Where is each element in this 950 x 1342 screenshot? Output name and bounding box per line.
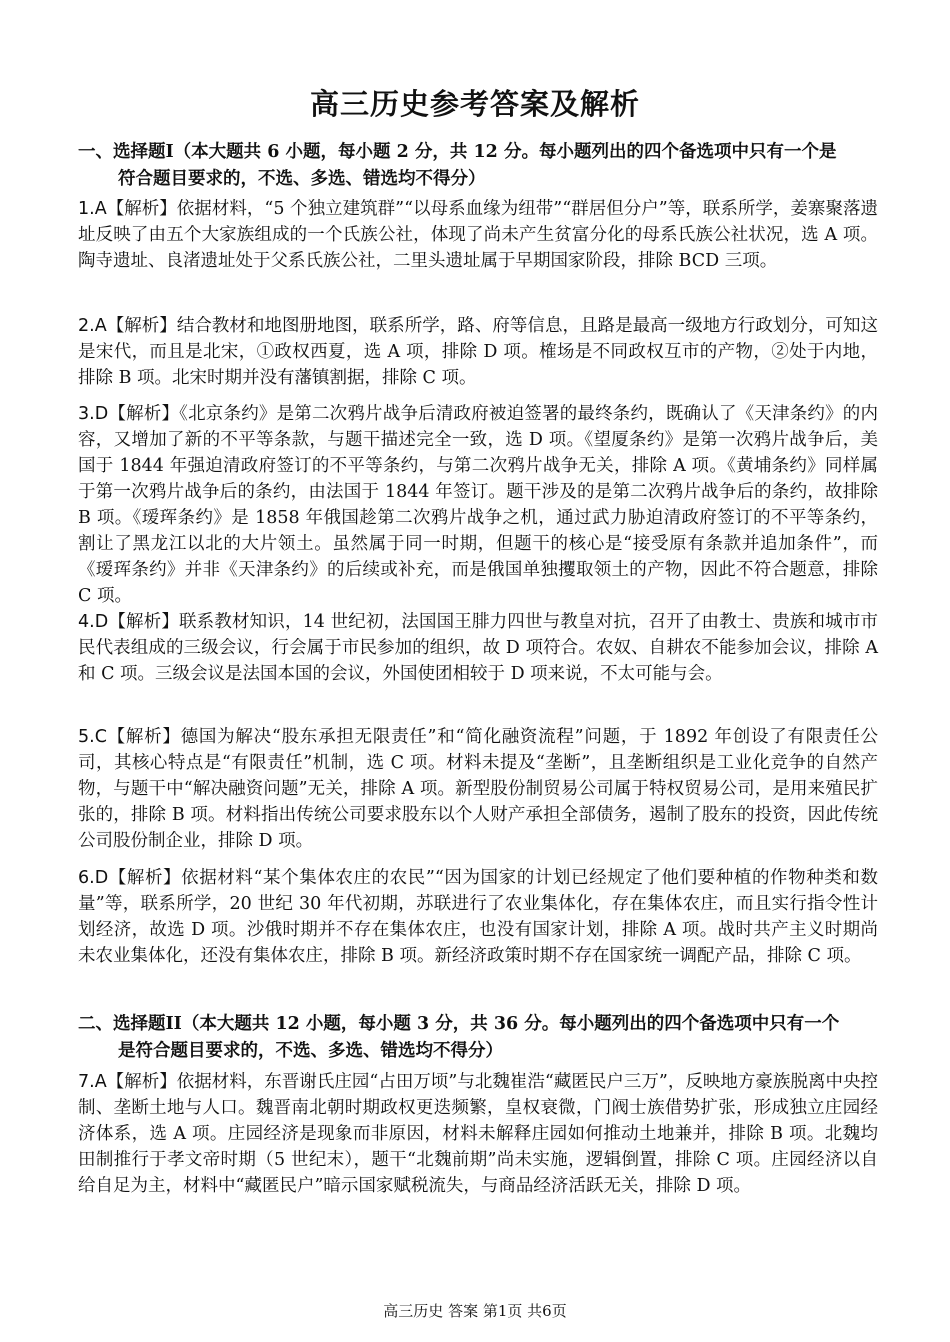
answer-item-5 (78, 724, 878, 854)
answer-label: 2.A (78, 316, 107, 336)
answer-explanation: 【解析】德国为解决“股东承担无限责任”和“简化融资流程”问题，于 1892 年创设了有限责任公司，其核心特点是“有限责任”机制，选 C 项。材料未提及“垄断”，且垄断组织是工业化竞争的自然产物，与题干中“解决融资问题”无关，排除 A 项。新型股份制贸易公司属于特权贸易公司，是用来殖民扩张的，排除 B 项。材料指出传统公司要求股东以个人财产承担全部债务，遏制了股东的投资，因此传统公司股份制企业，排除 D 项。 (78, 727, 878, 851)
answer-explanation: 【解析】依据材料，“5 个独立建筑群”“以母系血缘为纽带”“群居但分户”等，联系所学，姜寨聚落遗址反映了由五个大家族组成的一个氏族公社，体现了尚未产生贫富分化的母系氏族公社状况，选 A 项。陶寺遗址、良渚遗址处于父系氏族公社，二里头遗址属于早期国家阶段，排除 BCD 三项。 (78, 199, 878, 271)
section-heading-line: 是符合题目要求的，不选、多选、错选均不得分） (118, 1041, 503, 1061)
section-heading-line: 一、选择题I（本大题共 6 小题，每小题 2 分，共 12 分。每小题列出的四个备选项中只有一个是 (78, 142, 837, 162)
answer-label: 4.D (78, 612, 109, 632)
page-footer: 高三历史 答案 第1页 共6页 (383, 1302, 567, 1320)
answer-item-7 (78, 1069, 878, 1199)
answer-item-1 (78, 196, 878, 274)
answer-label: 6.D (78, 868, 109, 888)
answer-item-2 (78, 313, 878, 391)
answer-item-6 (78, 865, 878, 969)
answer-label: 1.A (78, 199, 107, 219)
answer-item-3 (78, 401, 878, 609)
section-heading-line: 符合题目要求的，不选、多选、错选均不得分） (118, 169, 486, 189)
answer-explanation: 【解析】联系教材知识，14 世纪初，法国国王腓力四世与教皇对抗，召开了由教士、贵族和城市市民代表组成的三级会议，行会属于市民参加的组织，故 D 项符合。农奴、自耕农不能参加会议，排除 A 和 C 项。三级会议是法国本国的会议，外国使团相较于 D 项来说，不太可能与会。 (78, 612, 878, 684)
answer-explanation: 【解析】《北京条约》是第二次鸦片战争后清政府被迫签署的最终条约，既确认了《天津条约》的内容，又增加了新的不平等条款，与题干描述完全一致，选 D 项。《望厦条约》是第一次鸦片战争后，美国于 1844 年强迫清政府签订的不平等条约，与第二次鸦片战争无关，排除 A 项。《黄埔条约》同样属于第一次鸦片战争后的条约，由法国于 1844 年签订。题干涉及的是第二次鸦片战争后的条约，故排除 B 项。《瑷珲条约》是 1858 年俄国趁第二次鸦片战争之机，通过武力胁迫清政府签订的不平等条约，割让了黑龙江以北的大片领土。虽然属于同一时期，但题干的核心是“接受原有条款并追加条件”，而《瑷珲条约》并非《天津条约》的后续或补充，而是俄国单独攫取领土的产物，因此不符合题意，排除 C 项。 (78, 404, 878, 606)
section-heading-2 (78, 1011, 878, 1065)
answer-label: 5.C (78, 727, 107, 747)
answer-label: 3.D (78, 404, 109, 424)
answer-explanation: 【解析】依据材料“某个集体农庄的农民”“因为国家的计划已经规定了他们要种植的作物种类和数量”等，联系所学，20 世纪 30 年代初期，苏联进行了农业集体化，存在集体农庄，而且实行指令性计划经济，故选 D 项。沙俄时期并不存在集体农庄，也没有国家计划，排除 A 项。战时共产主义时期尚未农业集体化，还没有集体农庄，排除 B 项。新经济政策时期不存在国家统一调配产品，排除 C 项。 (78, 868, 878, 966)
page-title: 高三历史参考答案及解析 (309, 87, 640, 121)
section-heading-1 (78, 139, 878, 193)
answer-label: 7.A (78, 1072, 107, 1092)
answer-explanation: 【解析】依据材料，东晋谢氏庄园“占田万顷”与北魏崔浩“藏匿民户三万”，反映地方豪族脱离中央控制、垄断土地与人口。魏晋南北朝时期政权更迭频繁，皇权衰微，门阀士族借势扩张，形成独立庄园经济体系，选 A 项。庄园经济是现象而非原因，材料未解释庄园如何推动土地兼并，排除 B 项。北魏均田制推行于孝文帝时期（5 世纪末），题干“北魏前期”尚未实施，逻辑倒置，排除 C 项。庄园经济以自给自足为主，材料中“藏匿民户”暗示国家赋税流失，与商品经济活跃无关，排除 D 项。 (78, 1072, 878, 1196)
answer-explanation: 【解析】结合教材和地图册地图，联系所学，路、府等信息，且路是最高一级地方行政划分，可知这是宋代，而且是北宋，①政权西夏，选 A 项，排除 D 项。榷场是不同政权互市的产物，②处于内地，排除 B 项。北宋时期并没有藩镇割据，排除 C 项。 (78, 316, 878, 388)
section-heading-line: 二、选择题II（本大题共 12 小题，每小题 3 分，共 36 分。每小题列出的四个备选项中只有一个 (78, 1014, 840, 1034)
answer-item-4 (78, 609, 878, 687)
